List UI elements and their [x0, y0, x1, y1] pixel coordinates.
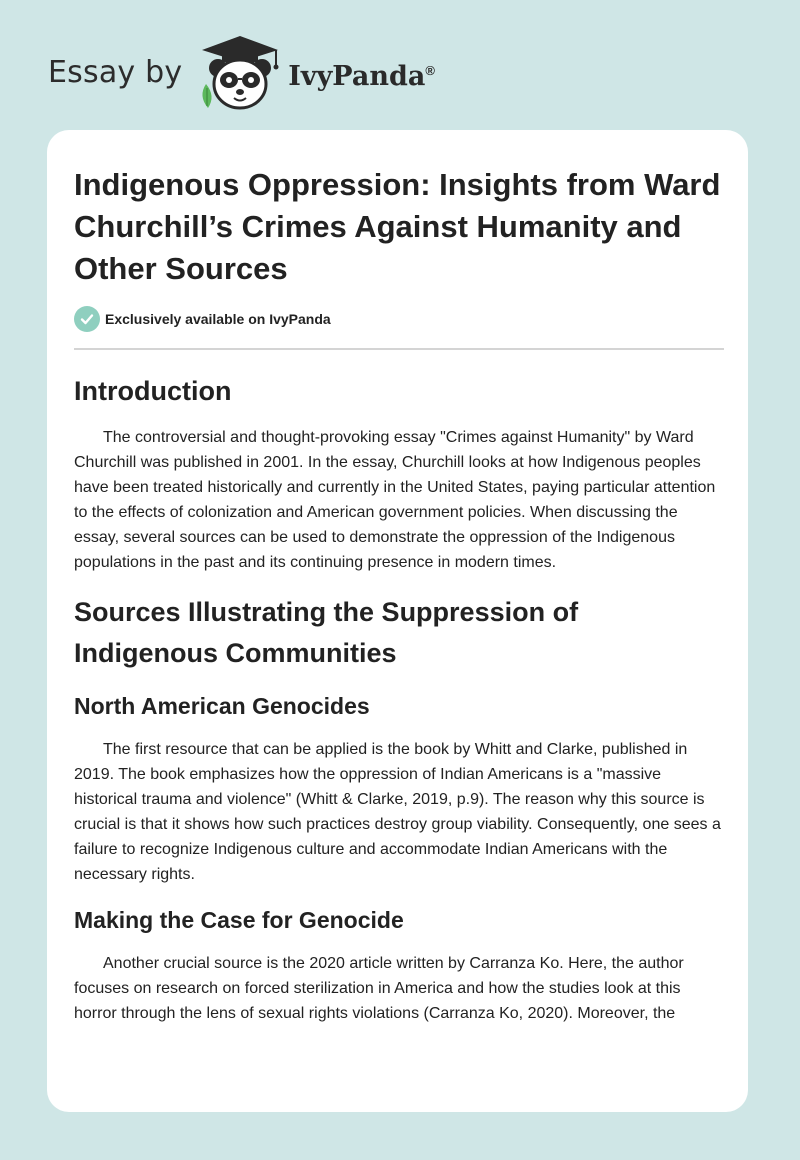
brand-name[interactable]: IvyPanda®: [288, 60, 435, 92]
exclusive-badge-text: Exclusively available on IvyPanda: [105, 311, 331, 327]
registered-mark: ®: [425, 62, 435, 78]
paragraph-north-american-genocides: The first resource that can be applied is the book by Whitt and Clarke, published in 2019. The book emphasizes how the oppression of Indian Americans is a "massive historical trauma and violence" (Whitt & Clarke, 2019, p.9). The reason why this source is crucial is that it shows how such practices destroy group viability. Consequently, one sees a failure to recognize Indigenous culture and accommodate Indian Americans with the necessary rights.: [74, 741, 721, 883]
check-circle-icon: [74, 306, 100, 332]
essay-card: [47, 130, 748, 1112]
section-heading-introduction: Introduction: [74, 376, 232, 406]
essay-content: [74, 164, 724, 1026]
divider: [74, 348, 724, 350]
subsection-heading-north-american-genocides: North American Genocides: [74, 693, 370, 719]
exclusive-badge: [74, 306, 724, 332]
essay-by-label: Essay by: [48, 54, 183, 90]
page-title: Indigenous Oppression: Insights from Ward Churchill’s Crimes Against Humanity and Other Sources: [74, 167, 721, 286]
subsection-heading-making-the-case: Making the Case for Genocide: [74, 907, 404, 933]
paragraph-making-the-case: Another crucial source is the 2020 article written by Carranza Ko. Here, the author focuses on research on forced sterilization in America and how the studies look at this horror through the lens of sexual rights violations (Carranza Ko, 2020). Moreover, the: [74, 955, 684, 1022]
panda-graduate-logo-icon[interactable]: [196, 32, 284, 112]
section-heading-sources: Sources Illustrating the Suppression of Indigenous Communities: [74, 597, 579, 668]
site-header: [48, 30, 752, 114]
paragraph-introduction: The controversial and thought-provoking essay "Crimes against Humanity" by Ward Churchill was published in 2001. In the essay, Churchill looks at how Indigenous peoples have been treated historically and currently in the United States, paying particular attention to the effects of colonization and American government policies. When discussing the essay, several sources can be used to demonstrate the oppression of the Indigenous populations in the past and its continuing presence in modern times.: [74, 429, 716, 571]
